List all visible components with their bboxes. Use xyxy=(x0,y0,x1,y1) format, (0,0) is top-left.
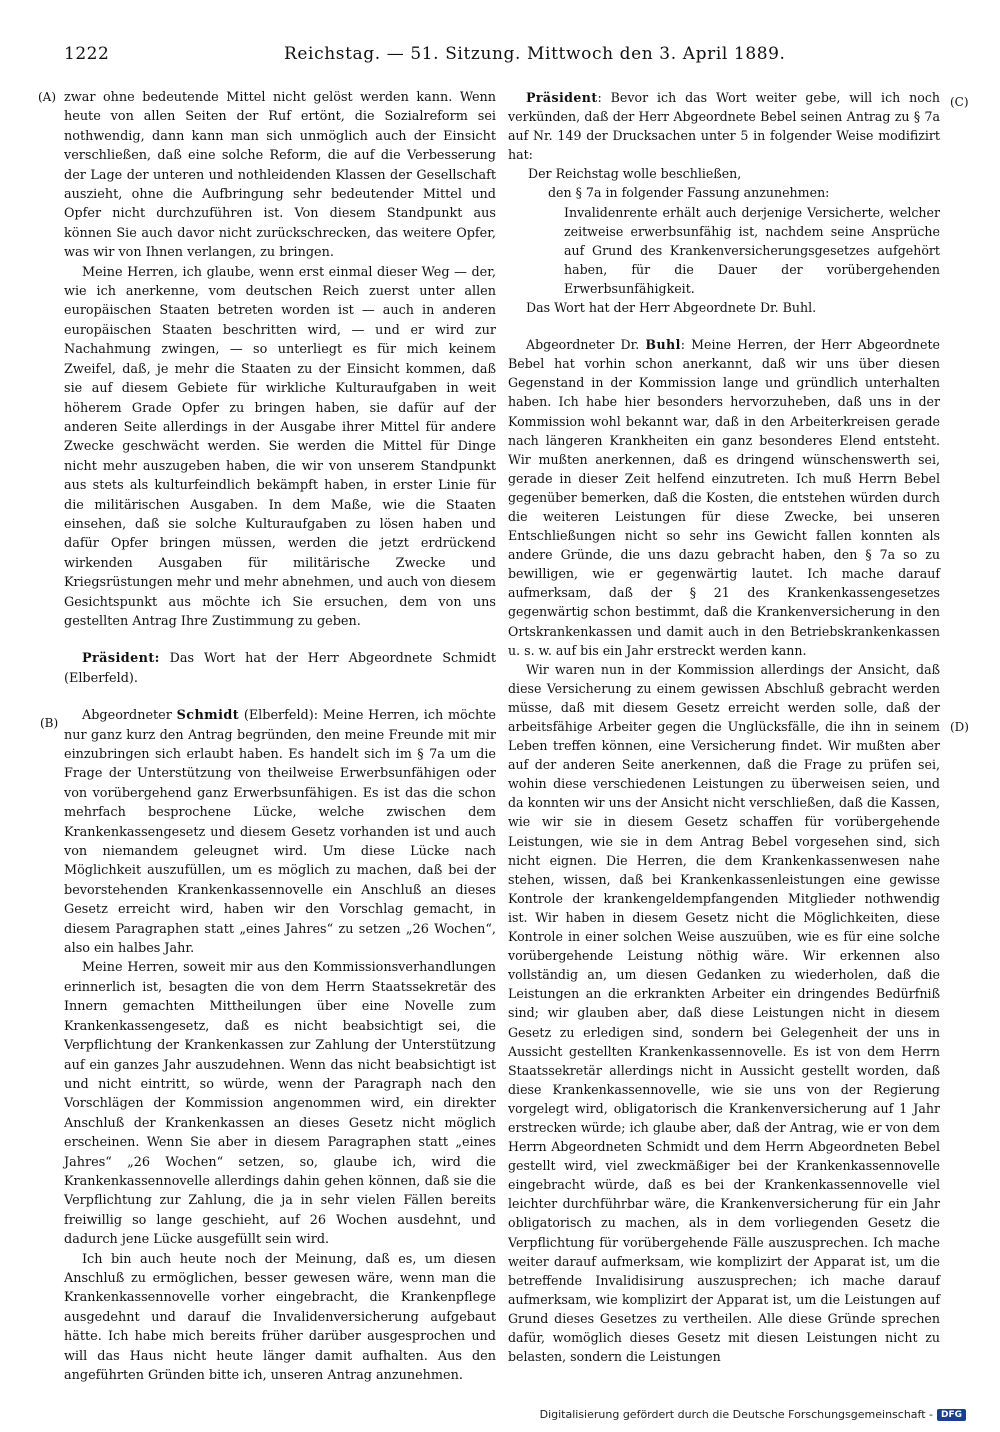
paragraph-text: : Bevor ich das Wort weiter gebe, will ich noch verkünden, daß der Herr Abgeordnete Bebel seinen Antrag zu § 7a auf Nr. 149 der Drucksachen unter 5 in folgender Weise modifizirt hat: xyxy=(508,90,940,163)
right-column xyxy=(508,88,940,1366)
schmidt-speech xyxy=(64,706,496,958)
speaker-prefix: Abgeordneter xyxy=(82,708,172,724)
paragraph-text: : Meine Herren, der Herr Abgeordnete Bebel hat vorhin schon anerkannt, daß wir uns über diesen Gegenstand in der Kommission lange und gründlich unterhalten haben. Ich habe hier besonders hervorzuheben, daß uns in der Kommission wohl bekannt war, daß in den Arbeiterkreisen gerade nach längeren Krankheiten ein ganz besonderes Elend entsteht. Wir mußten anerkennen, daß es dringend wünschenswerth sei, gerade in dieser Zeit helfend einzutreten. Ich muß Herrn Bebel gegenüber bemerken, daß die Kosten, die entstehen würden durch die weiteren Leistungen für diese Zwecke, bei unseren Entschließungen nicht so sehr ins Gewicht fallen konnten als andere Gründe, die uns dazu gebracht haben, den § 7a so zu bewilligen, wie er gegenwärtig lautet. Ich mache darauf aufmerksam, daß der § 21 des Krankenkassengesetzes gegenwärtig schon bestimmt, daß die Krankenversicherung in den Ortskrankenkassen und damit auch in den Betriebskrankenkassen u. s. w. auf bis ein Jahr erstreckt werden kann. xyxy=(508,337,940,658)
speaker-prefix: Abgeordneter Dr. xyxy=(526,337,640,353)
dfg-logo: DFG xyxy=(937,1409,966,1421)
page-header xyxy=(64,44,944,72)
paragraph: Ich bin auch heute noch der Meinung, daß es, um diesen Anschluß zu ermöglichen, besser gewesen wäre, wenn man die Krankenkassennovelle vorher eingebracht, die Krankenpflege ausgedehnt und darauf die Invalidenversicherung aufgebaut hätte. Ich habe mich bereits früher darüber ausgesprochen und will das Haus nicht heute länger damit aufhalten. Aus den angeführten Gründen bitte ich, unseren Antrag anzunehmen. xyxy=(64,1251,496,1383)
page-title: Reichstag. — 51. Sitzung. Mittwoch den 3. April 1889. xyxy=(284,44,786,64)
paragraph: Das Wort hat der Herr Abgeordnete Dr. Buhl. xyxy=(526,300,817,316)
left-column xyxy=(64,88,496,1385)
speaker-colon: : xyxy=(154,651,160,667)
page-number: 1222 xyxy=(64,44,110,64)
margin-mark-b: (B) xyxy=(40,716,59,730)
margin-mark-d: (D) xyxy=(950,720,969,734)
paragraph: Meine Herren, soweit mir aus den Kommissionsverhandlungen erinnerlich ist, besagten die von dem Herrn Staatssekretär des Innern gemachten Mittheilungen über eine Novelle zum Krankenkassengesetz, daß es nicht beabsichtigt sei, die Verpflichtung der Krankenkassen zur Zahlung der Unterstützung auf ein ganzes Jahr auszudehnen. Wenn das nicht beabsichtigt ist und nicht eintritt, so würde, wenn der Paragraph nach den Vorschlägen der Kommission angenommen wird, ein direkter Anschluß der Krankenkassen an dieses Gesetz nicht möglich erscheinen. Wenn Sie aber in diesem Paragraphen statt „eines Jahres“ „26 Wochen“ setzen, so, glaube ich, wird die Krankenkassennovelle allerdings dahin gehen können, daß sie die Verpflichtung zur Zahlung, die ja in sehr vielen Fällen bereits freiwillig so lange geschieht, auf 26 Wochen ausdehnt, und dadurch jene Lücke ausgefüllt sein wird. xyxy=(64,960,496,1248)
paragraph: Meine Herren, ich glaube, wenn erst einmal dieser Weg — der, wie ich anerkenne, vom deutschen Reich zuerst unter allen europäischen Staaten betreten worden ist — auch in anderen europäischen Staaten beschritten wird, — und er wird zur Nachahmung zwingen, — so unterliegt es für mich keinem Zweifel, daß, je mehr die Staaten zu der Einsicht kommen, daß sie auf diesem Gebiete für wirkliche Kulturaufgaben in weit höherem Grade Opfer zu bringen haben, sie dafür auf der anderen Seite allerdings in der Ausgabe ihrer Mittel für andere Zwecke geschwächt werden. Sie werden die Mittel für Dinge nicht mehr auszugeben haben, die wir von unserem Standpunkt aus stets als kulturfeindlich bekämpft haben, in erster Linie für die militärischen Ausgaben. In dem Maße, wie die Staaten einsehen, daß sie solche Kulturaufgaben zu lösen haben und dafür Opfer bringen müssen, werden die jetzt erdrückend wirkenden Ausgaben für militärische Zwecke und Kriegsrüstungen mehr und mehr abnehmen, und auch von diesem Gesichtspunkt aus möchte ich Sie ersuchen, dem von uns gestellten Antrag Ihre Zustimmung zu geben. xyxy=(64,264,496,629)
speaker-president: Präsident xyxy=(526,90,598,105)
speaker-buhl: Buhl xyxy=(645,337,681,353)
buhl-speech xyxy=(508,335,940,660)
paragraph-text: Das Wort hat der Herr Abgeordnete Schmidt (Elberfeld). xyxy=(64,651,496,686)
motion-text: Invalidenrente erhält auch derjenige Versicherte, welcher zeitweise erwerbsunfähig ist, nachdem seine Ansprüche auf Grund des Krankenversicherungsgesetzes aufgehört haben, für die Dauer der vorübergehenden Erwerbsunfähigkeit. xyxy=(564,204,940,296)
footer-text: Digitalisierung gefördert durch die Deutsche Forschungsgemeinschaft - xyxy=(539,1408,933,1421)
president-announcement xyxy=(508,88,940,164)
speaker-president: Präsident xyxy=(82,651,155,667)
paragraph-text: : Meine Herren, ich möchte nur ganz kurz den Antrag begründen, den meine Freunde mit mir einzubringen sich erlaubt haben. Es handelt sich im § 7a um die Frage der Unterstützung von theilweise Erwerbsunfähigen oder von vorübergehend ganz Erwerbsunfähigen. Es ist das die schon mehrfach besprochene Lücke, welche zwischen dem Krankenkassengesetz und diesem Gesetz vorhanden ist und auch von niemandem geleugnet wird. Um diese Lücke nach Möglichkeit auszufüllen, um es möglich zu machen, daß bei der bevorstehenden Krankenkassennovelle ein Anschluß an dieses Gesetz erreicht wird, haben wir den Vorschlag gemacht, in diesem Paragraphen statt „eines Jahres“ zu setzen „26 Wochen“, also ein halbes Jahr. xyxy=(64,708,497,957)
paragraph: zwar ohne bedeutende Mittel nicht gelöst werden kann. Wenn heute von allen Seiten der Ruf ertönt, die Sozialreform sei nothwendig, dann kann man sich unmöglich auch der Einsicht verschließen, daß eine solche Reform, die auf die Verbesserung der Lage der unteren und nothleidenden Klassen der Gesellschaft auszieht, ohne die Aufbringung sehr bedeutender Mittel und Opfer nicht durchzuführen ist. Von diesem Standpunkt aus können Sie auch davor nicht zurückschrecken, das weitere Opfer, was wir von Ihnen verlangen, zu bringen. xyxy=(64,90,496,261)
speaker-schmidt: Schmidt xyxy=(176,708,240,724)
president-remark xyxy=(64,649,496,688)
margin-mark-a: (A) xyxy=(38,90,57,104)
margin-mark-c: (C) xyxy=(950,95,969,109)
footer xyxy=(540,1408,966,1421)
paragraph: Wir waren nun in der Kommission allerdings der Ansicht, daß diese Versicherung zu einem gewissen Abschluß gebracht werden müsse, daß mit diesem Gesetz erreicht werden solle, daß der arbeitsfähige Arbeiter gegen die Unglücksfälle, die ihn in seinem Leben treffen können, eine Versicherung findet. Wir mußten aber auf der anderen Seite anerkennen, daß die Frage zu prüfen sei, wohin diese verschiedenen Leistungen zu überweisen seien, und da konnten wir uns der Ansicht nicht verschließen, daß die Kassen, wie wir sie in diesem Gesetz schaffen für vorübergehende Leistungen, wie sie in dem Antrag Bebel vorgesehen sind, sich nicht eignen. Die Herren, die dem Krankenkassenwesen nahe stehen, wissen, daß bei Krankenkassenleistungen eine gewisse Kontrole der krankengeldempfangenden Mitglieder nothwendig ist. Wir haben in diesem Gesetz nicht die Möglichkeiten, diese Kontrole in einer solchen Weise auszuüben, wie es für eine solche vorübergehende Leistung nöthig wäre. Wir erkennen also vollständig an, um diesen Gedanken zu wiederholen, daß die Leistungen an die erkrankten Arbeiter ein dringendes Bedürfniß sind; wir glauben aber, daß diese Leistungen nicht in diesem Gesetz zu erledigen sind, sondern bei Gelegenheit der uns in Aussicht gestellten Krankenkassennovelle. Es ist von dem Herrn Staatssekretär allerdings nicht in Aussicht gestellt worden, daß diese Krankenkassennovelle, wie sie uns von der Regierung vorgelegt wird, obligatorisch die Krankenversicherung auf 1 Jahr erstrecken würde; ich glaube aber, daß der Antrag, wie er von dem Herrn Abgeordneten Schmidt und dem Herrn Abgeordneten Bebel gestellt wird, viel zweckmäßiger bei der Krankenkassennovelle eingebracht würde, daß es bei der Krankenkassennovelle viel leichter durchführbar wäre, die Krankenversicherung für ein Jahr obligatorisch zu machen, als in dem vorliegenden Gesetz die Verpflichtung für vorübergehende Fälle auszusprechen. Ich mache weiter darauf aufmerksam, wie komplizirt der Apparat ist, um die betreffende Invalidisirung auszusprechen; ich mache darauf aufmerksam, wie komplizirt der Apparat ist, um die Leistungen auf Grund dieses Gesetzes zu vertheilen. Alle diese Gründe sprechen dafür, womöglich dieses Gesetz mit diesen Leistungen nicht zu belasten, sondern die Leistungen xyxy=(508,661,940,1365)
motion-line: Der Reichstag wolle beschließen, xyxy=(528,166,742,182)
speaker-suffix: (Elberfeld) xyxy=(243,708,314,724)
motion-line: den § 7a in folgender Fassung anzunehmen: xyxy=(548,185,830,201)
